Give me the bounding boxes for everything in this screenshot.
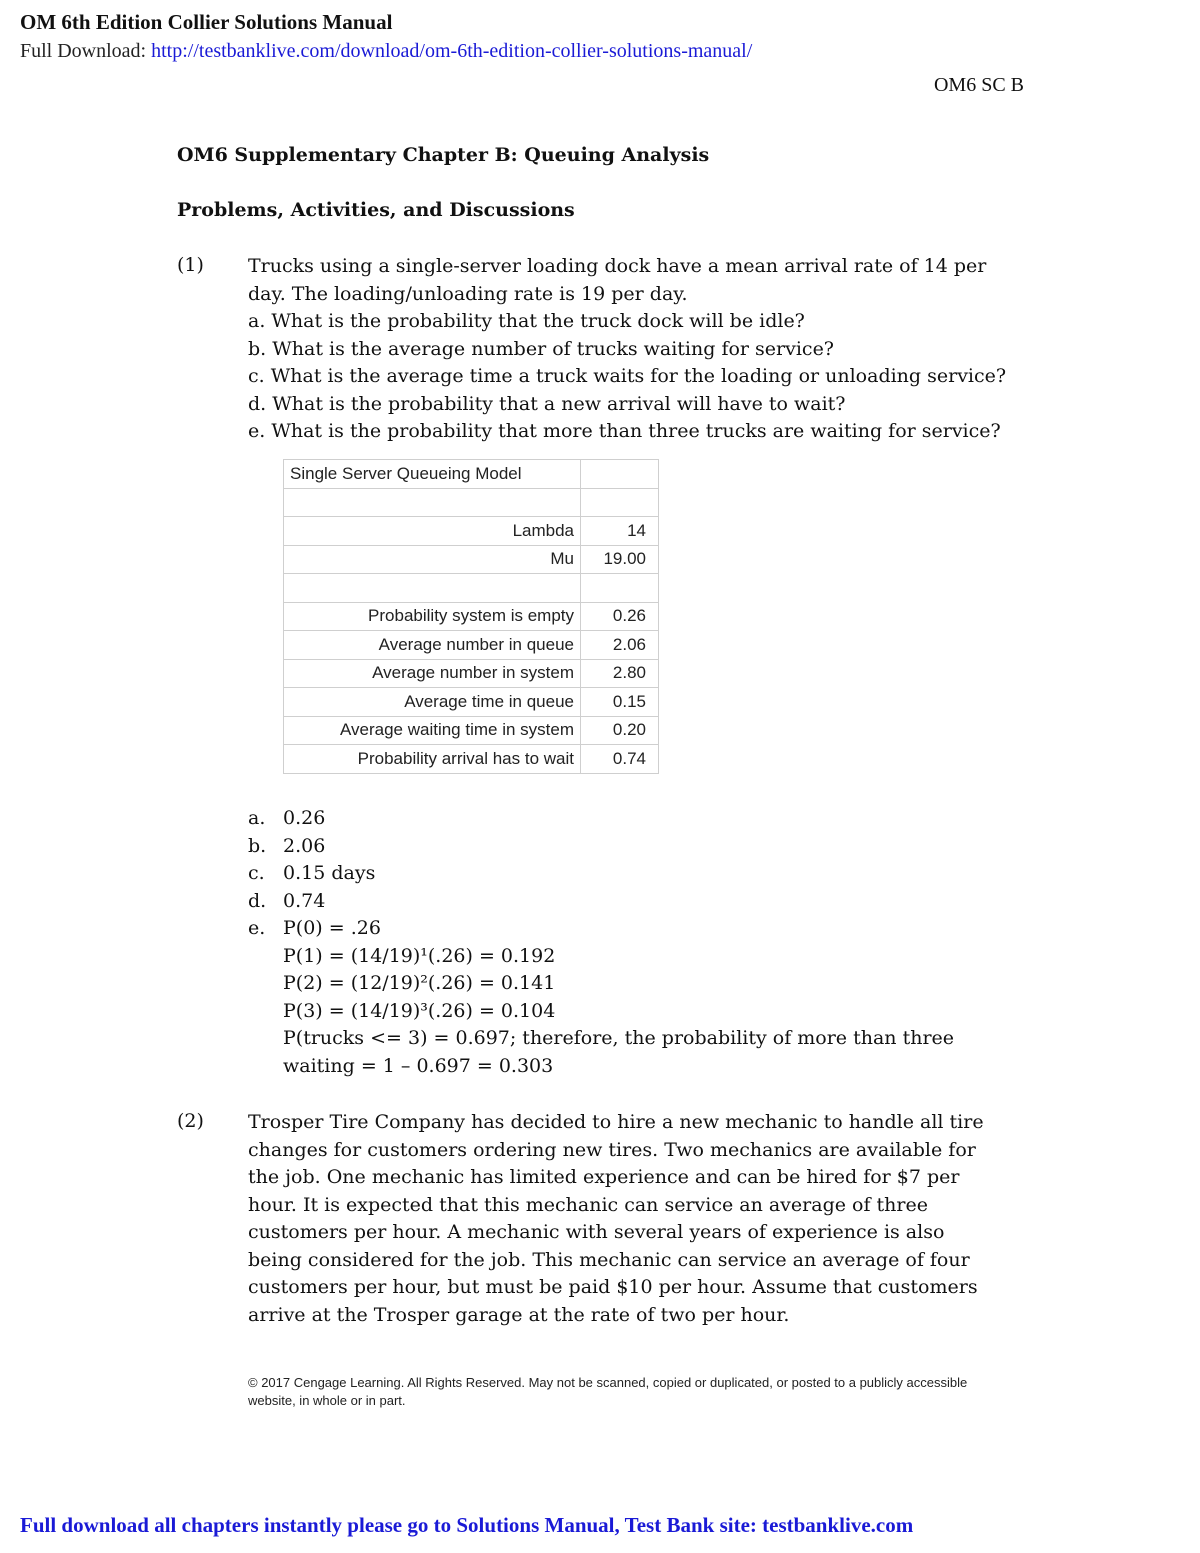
result-value: 0.15 [581, 688, 659, 717]
mu-value: 19.00 [581, 545, 659, 574]
table-row [284, 460, 659, 489]
answer-text: 0.26 [283, 807, 326, 829]
answer-b [248, 833, 954, 861]
answer-a [248, 805, 954, 833]
question-b: b. What is the average number of trucks waiting for service? [248, 337, 834, 360]
result-value: 0.20 [581, 716, 659, 745]
result-label: Average number in queue [284, 631, 581, 660]
problem-2-line: hour. It is expected that this mechanic can service an average of three [248, 1193, 928, 1216]
running-head: OM6 SC B [933, 74, 1024, 96]
answer-e-line: P(1) = (14/19)¹(.26) = 0.192 [283, 944, 556, 967]
answer-e [248, 915, 954, 943]
table-row [284, 659, 659, 688]
download-line [20, 40, 752, 63]
table-cell-empty [284, 488, 581, 517]
table-cell-empty [581, 488, 659, 517]
result-label: Average waiting time in system [284, 716, 581, 745]
footer-download-notice[interactable]: Full download all chapters instantly please go to Solutions Manual, Test Bank site: testbanklive.com [20, 1513, 914, 1537]
answer-text: 0.74 [283, 889, 326, 912]
question-a: a. What is the probability that the truck dock will be idle? [248, 310, 805, 332]
table-row [284, 517, 659, 546]
result-label: Average time in queue [284, 688, 581, 717]
mu-label: Mu [284, 545, 581, 574]
question-c: c. What is the average time a truck waits for the loading or unloading service? [248, 365, 1007, 387]
problem-2-line: Trosper Tire Company has decided to hire a new mechanic to handle all tire [248, 1111, 984, 1133]
answer-e-line: P(trucks <= 3) = 0.697; therefore, the probability of more than three [283, 1027, 955, 1049]
table-row [284, 488, 659, 517]
table-cell-empty [581, 574, 659, 603]
problem-1-line: day. The loading/unloading rate is 19 per day. [248, 282, 688, 305]
download-link[interactable]: http://testbanklive.com/download/om-6th-edition-collier-solutions-manual/ [151, 40, 753, 62]
problem-2-line: customers per hour, but must be paid $10 per hour. Assume that customers [248, 1276, 978, 1298]
chapter-title: OM6 Supplementary Chapter B: Queuing Analysis [177, 144, 710, 166]
answer-d [248, 888, 954, 916]
problem-2-line: changes for customers ordering new tires. Two mechanics are available for [248, 1138, 976, 1161]
lambda-label: Lambda [284, 517, 581, 546]
table-row [284, 631, 659, 660]
answer-key: c. [248, 862, 265, 884]
problem-1-text [248, 253, 1048, 446]
result-label: Probability arrival has to wait [284, 745, 581, 774]
answer-e-line: waiting = 1 – 0.697 = 0.303 [283, 1054, 554, 1077]
result-value: 2.80 [581, 659, 659, 688]
answer-key: e. [248, 917, 266, 939]
problem-1-number: (1) [177, 254, 204, 276]
result-value: 0.26 [581, 602, 659, 631]
answer-key: b. [248, 834, 267, 857]
problem-2-line: being considered for the job. This mechanic can service an average of four [248, 1248, 970, 1271]
result-label: Probability system is empty [284, 602, 581, 631]
result-value: 0.74 [581, 745, 659, 774]
table-row [284, 688, 659, 717]
problem-2-line: customers per hour. A mechanic with several years of experience is also [248, 1221, 945, 1243]
download-label: Full Download: [20, 40, 152, 62]
table-row [284, 574, 659, 603]
problem-2-text [248, 1109, 1048, 1329]
problem-1-answers [248, 805, 954, 1080]
table-cell-empty [581, 460, 659, 489]
queueing-model-table [283, 459, 659, 774]
question-e: e. What is the probability that more than three trucks are waiting for service? [248, 420, 1001, 442]
table-row [284, 545, 659, 574]
answer-text: 2.06 [283, 834, 326, 857]
answer-text: 0.15 days [283, 862, 376, 884]
result-value: 2.06 [581, 631, 659, 660]
table-row [284, 745, 659, 774]
problem-2-line: arrive at the Trosper garage at the rate of two per hour. [248, 1303, 790, 1326]
answer-e-line: P(3) = (14/19)³(.26) = 0.104 [283, 999, 556, 1022]
answer-key: d. [248, 889, 267, 912]
table-row [284, 716, 659, 745]
problem-2-line: the job. One mechanic has limited experience and can be hired for $7 per [248, 1166, 960, 1188]
answer-c [248, 860, 954, 888]
document-header-title: OM 6th Edition Collier Solutions Manual [20, 10, 393, 34]
problem-2-number: (2) [177, 1110, 204, 1132]
table-row [284, 602, 659, 631]
section-title: Problems, Activities, and Discussions [177, 199, 575, 221]
answer-text: P(0) = .26 [283, 917, 381, 939]
table-title: Single Server Queueing Model [284, 460, 581, 489]
problem-1-line: Trucks using a single-server loading dock have a mean arrival rate of 14 per [248, 255, 987, 277]
question-d: d. What is the probability that a new arrival will have to wait? [248, 392, 846, 415]
copyright-notice: © 2017 Cengage Learning. All Rights Reserved. May not be scanned, copied or duplicated, or posted to a publicly accessible website, in whole or in part. [248, 1375, 968, 1408]
lambda-value: 14 [581, 517, 659, 546]
answer-e-line: P(2) = (12/19)²(.26) = 0.141 [283, 972, 556, 994]
answer-key: a. [248, 807, 266, 829]
result-label: Average number in system [284, 659, 581, 688]
table-cell-empty [284, 574, 581, 603]
